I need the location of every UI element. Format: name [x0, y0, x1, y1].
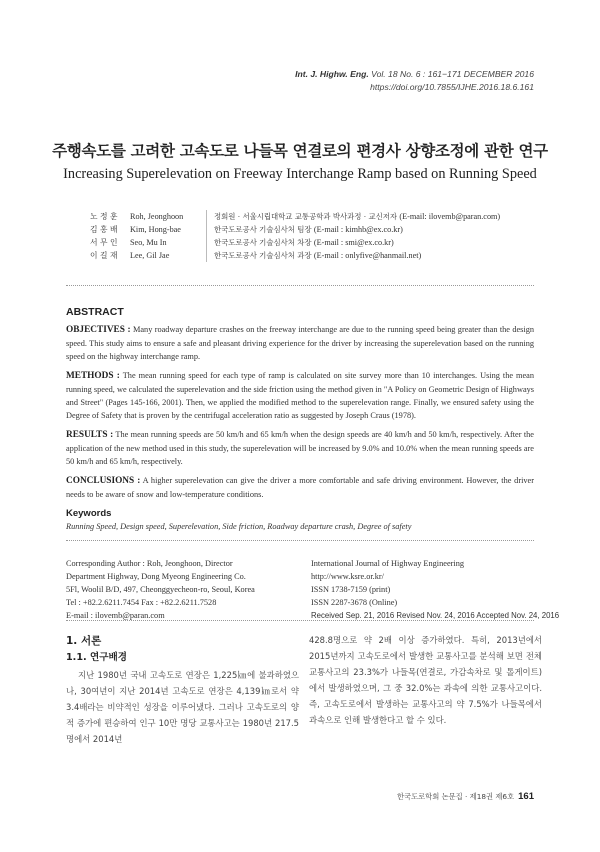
journal-reference	[295, 68, 534, 94]
objectives-label: OBJECTIVES :	[66, 325, 131, 335]
paper-title-english: Increasing Superelevation on Freeway Interchange Ramp based on Running Speed	[63, 166, 537, 182]
author-affiliation	[206, 223, 403, 236]
corr-line: Department Highway, Dong Myeong Engineering Co.	[66, 572, 246, 581]
body-column-left	[66, 633, 299, 747]
body-paragraph: 지난 1980년 국내 고속도로 연장은 1,225㎞에 불과하였으나, 30여년이 지난 2014년 고속도로 연장은 4,139㎞로서 약 3.4배라는 비약적인 성장을 이루어냈다. 그러나 고속도로의 양적 증가에 편승하여 인구 10만 명당 교통사고는 1980년 217.5명에서 2014년	[66, 670, 299, 744]
jinfo-line: ISSN 1738-7159 (print)	[311, 585, 391, 594]
author-name-korean: 노 정 훈	[90, 212, 118, 221]
author-email: (E-mail : smi@ex.co.kr)	[313, 238, 394, 247]
footer-journal: 한국도로학회 논문집 · 제18권 제6호	[396, 792, 515, 801]
abstract-results	[66, 428, 534, 468]
author-affiliation	[206, 249, 421, 262]
methods-text: The mean running speed for each type of ramp is calculated on site survey more than 10 interchanges. Using the mean running speed, we calculated the superelevation and the side friction using the method given in "A Policy on Geometric Design of Highways and Street" (Pages 145-166, 2001). Then, we applied the modified method to the superelevation range. Finally, we ensured safety using the Degree of Safety that is proven by the centrifugal acceleration ratio as suggested by Joseph Craus (1978).	[66, 371, 534, 420]
corr-line: 5Fl, Woolil B/D, 497, Cheonggyecheon-ro, Seoul, Korea	[66, 585, 255, 594]
author-row	[90, 236, 500, 249]
author-affiliation	[206, 236, 394, 249]
journal-info-block	[311, 557, 559, 622]
author-name-korean: 김 홍 배	[90, 225, 118, 234]
keywords-list: Running Speed, Design speed, Superelevation, Side friction, Roadway departure crash, Degree of safety	[66, 522, 412, 531]
keywords-heading: Keywords	[66, 508, 112, 519]
abstract-heading: ABSTRACT	[66, 306, 124, 318]
author-name-korean: 이 길 재	[90, 251, 118, 260]
author-row	[90, 223, 500, 236]
author-list	[90, 210, 500, 262]
doi-link[interactable]: https://doi.org/10.7855/IJHE.2016.18.6.161	[370, 82, 534, 92]
abstract-objectives	[66, 323, 534, 363]
author-name-english: Lee, Gil Jae	[130, 251, 170, 260]
affiliation-text: 한국도로공사 기술심사처 차장	[214, 238, 312, 247]
body-column-right	[309, 632, 542, 728]
body-paragraph: 428.8명으로 약 2배 이상 증가하였다. 특히, 2013년에서 2015년까지 고속도로에서 발생한 교통사고를 분석해 보면 전체 교통사고의 23.3%가 나들목(연결로, 가감속차로 및 톨게이트)에서 발생하였으며, 그 중 32.0%는 과속에 의한 교통사고이다. 즉, 고속도로에서 발생하는 교통사고의 약 7.5%가 나들목에서 과속으로 인해 발생한다고 할 수 있다.	[309, 635, 542, 725]
abstract-methods	[66, 369, 534, 422]
corr-line: Corresponding Author : Roh, Jeonghoon, Director	[66, 559, 233, 568]
abstract-section	[66, 306, 534, 533]
jinfo-line: International Journal of Highway Engineering	[311, 559, 464, 568]
author-email: (E-mail : kimhb@ex.co.kr)	[313, 225, 403, 234]
journal-url[interactable]: http://www.ksre.or.kr/	[311, 572, 384, 581]
affiliation-text: 정회원 · 서울시립대학교 교통공학과 박사과정 · 교신저자	[214, 212, 398, 221]
affiliation-text: 한국도로공사 기술심사처 과장	[214, 251, 312, 260]
divider-line	[66, 620, 534, 621]
author-email: (E-mail : onlyfive@hanmail.net)	[313, 251, 422, 260]
author-name-english: Seo, Mu In	[130, 238, 167, 247]
results-label: RESULTS :	[66, 430, 114, 440]
author-email: (E-mail: ilovemb@paran.com)	[399, 212, 501, 221]
subsection-heading: 1.1. 연구배경	[66, 652, 128, 663]
jinfo-line: ISSN 2287-3678 (Online)	[311, 598, 398, 607]
corr-line: Tel : +82.2.6211.7454 Fax : +82.2.6211.7528	[66, 598, 217, 607]
page-footer	[397, 791, 534, 802]
paper-title-korean: 주행속도를 고려한 고속도로 나들목 연결로의 편경사 상향조정에 관한 연구	[52, 142, 548, 160]
journal-volume: Vol. 18 No. 6 : 161−171 DECEMBER 2016	[371, 69, 534, 79]
article-dates: Received Sep. 21, 2016 Revised Nov. 24, 2016 Accepted Nov. 24, 2016	[311, 611, 560, 620]
author-row	[90, 249, 500, 262]
objectives-text: Many roadway departure crashes on the freeway interchange are due to the running speed being greater than the design speed. This study aims to ensure a safe and pleasant driving experience for the driver by increasing the superelevation based on the running speed on the highway interchange ramp.	[66, 325, 535, 361]
author-affiliation	[206, 210, 500, 223]
results-text: The mean running speeds are 50 km/h and 65 km/h when the design speeds are 40 km/h and 50 km/h, respectively. After the application of the new method used in this study, the superelevation will be increased by 9.0% and 10.0% when the mean running speeds are 50 km/h and 65 km/h, respectively.	[66, 430, 534, 466]
abstract-conclusions	[66, 474, 534, 501]
affiliation-text: 한국도로공사 기술심사처 팀장	[214, 225, 312, 234]
divider-line	[66, 285, 534, 286]
corr-email: E-mail : ilovemb@paran.com	[66, 611, 165, 620]
section-heading: 1. 서론	[66, 635, 102, 647]
conclusions-text: A higher superelevation can give the driver a more comfortable and safe driving environment. However, the driver needs to be aware of snow and low-temperature conditions.	[66, 476, 534, 499]
conclusions-label: CONCLUSIONS :	[66, 476, 141, 486]
corresponding-author-block	[66, 557, 255, 622]
journal-name: Int. J. Highw. Eng.	[295, 69, 369, 79]
author-row	[90, 210, 500, 223]
author-name-english: Kim, Hong-bae	[130, 225, 181, 234]
page-number: 161	[518, 791, 534, 802]
author-name-english: Roh, Jeonghoon	[130, 212, 184, 221]
methods-label: METHODS :	[66, 371, 120, 381]
author-name-korean: 서 무 인	[90, 238, 118, 247]
divider-line	[66, 540, 534, 541]
